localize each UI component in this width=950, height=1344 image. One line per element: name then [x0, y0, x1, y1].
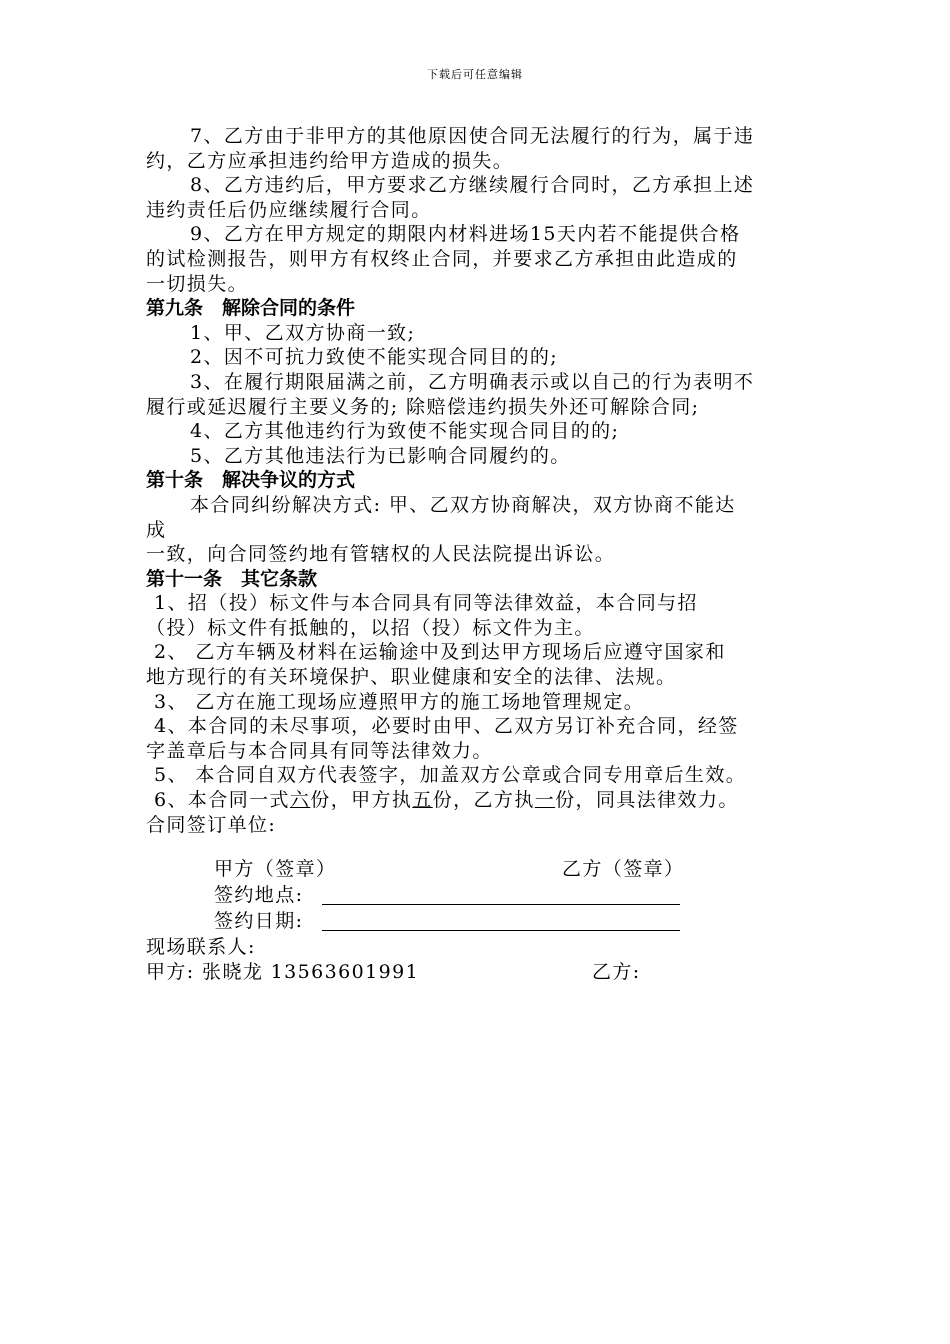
item6-text-c: 份，乙方执 [432, 789, 535, 812]
article8-item9-line2: 的试检测报告，则甲方有权终止合同，并要求乙方承担由此造成的 [146, 247, 738, 270]
article8-item8-line1: 8、乙方违约后，甲方要求乙方继续履行合同时，乙方承担上述 [190, 174, 755, 197]
signing-place-row [146, 883, 810, 909]
signing-date-row [146, 909, 810, 935]
article9-item4: 4、乙方其他违约行为致使不能实现合同目的的; [190, 420, 620, 443]
seal-row [146, 857, 810, 883]
article9-item5: 5、乙方其他违法行为已影响合同履约的。 [190, 444, 571, 467]
article9-item2: 2、因不可抗力致使不能实现合同目的的; [190, 346, 559, 369]
site-contact-label: 现场联系人: [146, 936, 256, 959]
article11-item6 [146, 788, 810, 813]
item6-text-b: 份，甲方执 [310, 789, 413, 812]
article8-item8-line2: 违约责任后仍应继续履行合同。 [146, 198, 432, 221]
signing-place-label: 签约地点: [214, 884, 304, 907]
article8-item9-line1: 9、乙方在甲方规定的期限内材料进场15天内若不能提供合格 [190, 223, 741, 246]
contact-row [146, 960, 810, 986]
article11-item2-line1: 2、 乙方车辆及材料在运输途中及到达甲方现场后应遵守国家和 [154, 641, 726, 664]
article9-item1: 1、甲、乙双方协商一致; [190, 321, 416, 344]
article10-heading: 第十条 解决争议的方式 [146, 469, 356, 492]
article9-item3-line2: 履行或延迟履行主要义务的; 除赔偿违约损失外还可解除合同; [146, 395, 700, 418]
article8-item7-line2: 约，乙方应承担违约给甲方造成的损失。 [146, 149, 514, 172]
party-b-contact: 乙方: [592, 960, 641, 983]
article9-item3-line1: 3、在履行期限届满之前，乙方明确表示或以自己的行为表明不 [190, 370, 755, 393]
article8-item9-line3: 一切损失。 [146, 272, 249, 295]
signing-date-label: 签约日期: [214, 910, 304, 933]
article11-item4-line1: 4、本合同的未尽事项，必要时由甲、乙双方另订补充合同，经签 [154, 715, 739, 738]
signing-spacer [146, 837, 810, 857]
signing-place-field[interactable] [322, 904, 680, 905]
article11-item1-line1: 1、招（投）标文件与本合同具有同等法律效益，本合同与招 [154, 592, 698, 615]
article11-item1-line2: （投）标文件有抵触的，以招（投）标文件为主。 [146, 616, 595, 639]
article10-body-line2: 成 [146, 518, 167, 541]
item6-copies-count: 六 [289, 789, 311, 812]
article11-heading: 第十一条 其它条款 [146, 567, 318, 590]
article11-item5: 5、 本合同自双方代表签字，加盖双方公章或合同专用章后生效。 [154, 764, 747, 787]
item6-text-a: 6、本合同一式 [154, 789, 290, 812]
page-header-note: 下载后可任意编辑 [427, 68, 523, 81]
article9-heading: 第九条 解除合同的条件 [146, 297, 356, 320]
article11-item2-line2: 地方现行的有关环境保护、职业健康和安全的法律、法规。 [146, 666, 677, 689]
article10-body-line3: 一致，向合同签约地有管辖权的人民法院提出诉讼。 [146, 543, 616, 566]
article10-body-line1: 本合同纠纷解决方式: 甲、乙双方协商解决，双方协商不能达 [190, 493, 736, 516]
party-a-contact: 甲方: 张晓龙 13563601991 [146, 960, 420, 983]
party-b-seal: 乙方（签章） [562, 858, 685, 881]
signing-date-field[interactable] [322, 930, 680, 931]
item6-text-d: 份，同具法律效力。 [555, 789, 739, 812]
contract-body [146, 124, 810, 986]
article11-item3: 3、 乙方在施工现场应遵照甲方的施工场地管理规定。 [154, 690, 645, 713]
article11-item4-line2: 字盖章后与本合同具有同等法律效力。 [146, 739, 493, 762]
item6-party-b-count: 一 [534, 789, 556, 812]
signing-units-label: 合同签订单位: [146, 813, 277, 836]
item6-party-a-count: 五 [412, 789, 433, 812]
party-a-seal: 甲方（签章） [214, 858, 337, 881]
article8-item7-line1: 7、乙方由于非甲方的其他原因使合同无法履行的行为，属于违 [190, 125, 755, 147]
